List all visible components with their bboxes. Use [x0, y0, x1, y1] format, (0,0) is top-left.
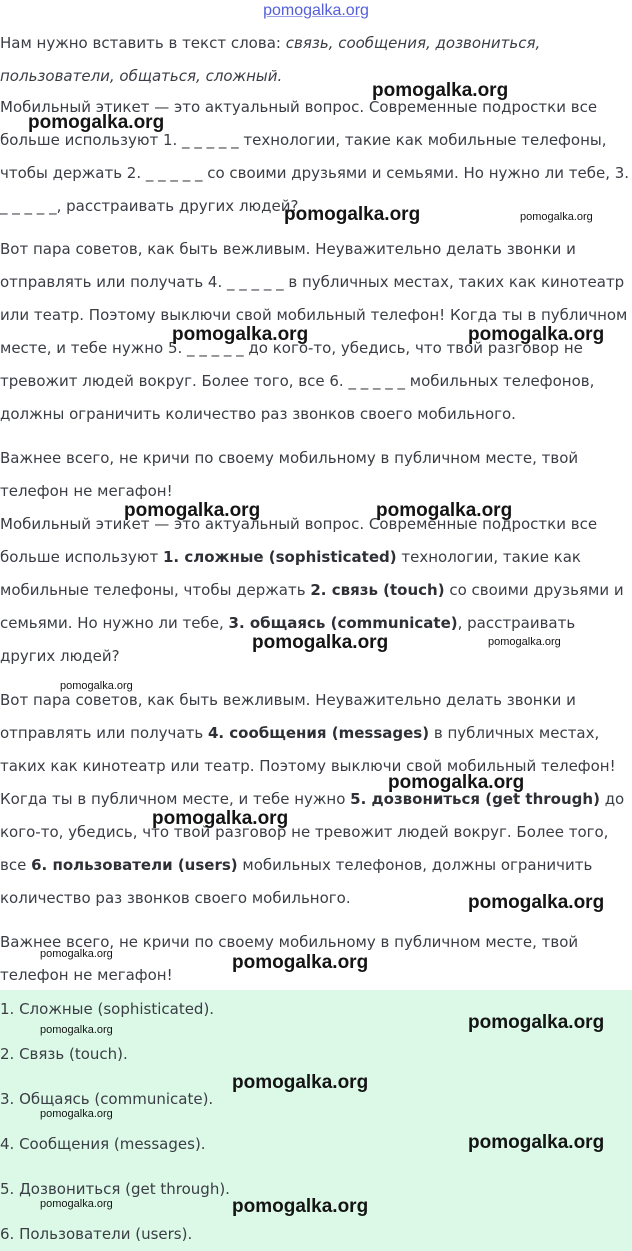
watermark-text: pomogalka.org [468, 892, 605, 913]
gap-text-paragraph-2: Вот пара советов, как быть вежливым. Неуважительно делать звонки и отправлять или получать 4. _ _ _ _ _ в публичных местах, таких как кинотеатр или театр. Поэтому выключи свой мобильный телефон! Когда ты в публичном месте, и тебе нужно 5. _ _ _ _ _ до кого-то, убедись, что твой разговор не тревожит людей вокруг. Более того, все 6. _ _ _ _ _ мобильных телефонов, должны ограничить количество раз звонков своего мобильного. [0, 240, 628, 423]
header-watermark: pomogalka.org [263, 2, 369, 19]
answer-inline-1: 1. сложные (sophisticated) [162, 548, 397, 566]
completed-text: со своими друзьями и семьями. Но нужно ли тебе, [0, 581, 624, 632]
watermark-text: pomogalka.org [372, 80, 509, 101]
watermark-text: pomogalka.org [28, 112, 165, 133]
task-words-1: связь, сообщения, дозвониться, [285, 34, 541, 52]
answer-item-5: 5. Дозвониться (get through). [0, 1180, 230, 1198]
watermark-text: pomogalka.org [172, 324, 309, 345]
task-words-2: пользователи, общаться, сложный. [0, 67, 283, 85]
completed-paragraph-3: Важнее всего, не кричи по своему мобильному в публичном месте, твой телефон не мегафон! [0, 933, 579, 984]
watermark-text: pomogalka.org [520, 211, 593, 223]
watermark-text: pomogalka.org [468, 1012, 605, 1033]
answer-inline-5: 5. дозвониться (get through) [350, 790, 600, 808]
watermark-text: pomogalka.org [284, 204, 421, 225]
completed-text: в публичных местах, таких как кинотеатр или театр. Поэтому выключи свой мобильный телефон! Когда ты в публичном месте, и тебе нужно [0, 724, 616, 808]
watermark-text: pomogalka.org [376, 500, 513, 521]
completed-text: мобильных телефонов, должны ограничить количество раз звонков своего мобильного. [0, 856, 593, 907]
watermark-text: pomogalka.org [232, 1072, 369, 1093]
watermark-text: pomogalka.org [468, 324, 605, 345]
watermark-text: pomogalka.org [152, 808, 289, 829]
completed-text: Мобильный этикет — это актуальный вопрос. Современные подростки все больше используют [0, 515, 598, 566]
answer-item-1: 1. Сложные (sophisticated). [0, 1000, 215, 1018]
answer-inline-2: 2. связь (touch) [310, 581, 445, 599]
task-statement [0, 27, 630, 93]
gap-text-paragraph-1: Мобильный этикет — это актуальный вопрос. Современные подростки все больше используют 1. _ _ _ _ _ технологии, такие как мобильные телефоны, чтобы держать 2. _ _ _ _ _ со своими друзьями и семьями. Но нужно ли тебе, 3. _ _ _ _ _, расстраивать других людей? [0, 98, 630, 215]
watermark-text: pomogalka.org [468, 1132, 605, 1153]
watermark-text: pomogalka.org [40, 1198, 113, 1210]
watermark-text: pomogalka.org [252, 632, 389, 653]
watermark-text: pomogalka.org [40, 948, 113, 960]
answer-item-6: 6. Пользователи (users). [0, 1225, 193, 1243]
completed-text: , расстраивать других людей? [0, 614, 576, 665]
answer-item-2: 2. Связь (touch). [0, 1045, 128, 1063]
watermark-text: pomogalka.org [40, 1024, 113, 1036]
watermark-text: pomogalka.org [388, 772, 525, 793]
answer-item-3: 3. Общаясь (communicate). [0, 1090, 214, 1108]
answer-inline-6: 6. пользователи (users) [31, 856, 238, 874]
answer-inline-4: 4. сообщения (messages) [207, 724, 430, 742]
answer-item-4: 4. Сообщения (messages). [0, 1135, 206, 1153]
completed-text: технологии, такие как мобильные телефоны, чтобы держать [0, 548, 581, 599]
gap-text-paragraph-3: Важнее всего, не кричи по своему мобильному в публичном месте, твой телефон не мегафон! [0, 449, 579, 500]
watermark-text: pomogalka.org [60, 680, 133, 692]
watermark-text: pomogalka.org [232, 1196, 369, 1217]
answer-inline-3: 3. общаясь (communicate) [228, 614, 458, 632]
watermark-text: pomogalka.org [124, 500, 261, 521]
watermark-text: pomogalka.org [40, 1108, 113, 1120]
completed-paragraph-2 [0, 684, 630, 915]
watermark-text: pomogalka.org [232, 952, 369, 973]
task-intro: Нам нужно вставить в текст слова: [0, 34, 281, 52]
watermark-text: pomogalka.org [488, 636, 561, 648]
completed-text: до кого-то, убедись, что твой разговор не тревожит людей вокруг. Более того, все [0, 790, 625, 874]
completed-text: Вот пара советов, как быть вежливым. Неуважительно делать звонки и отправлять или получать [0, 691, 576, 742]
